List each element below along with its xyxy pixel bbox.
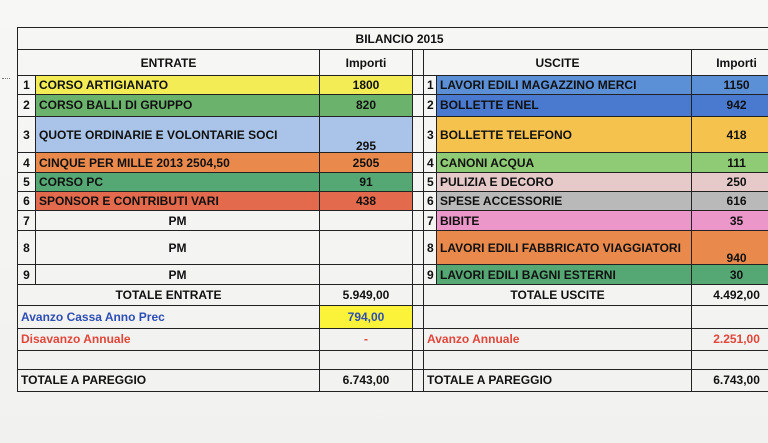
entrate-row-label: PM [36,211,320,230]
pareggio-entrate-value: 6.743,00 [320,369,413,391]
pareggio-uscite-value: 6.743,00 [692,369,768,391]
uscite-importi-header: Importi [692,50,768,75]
spacer-cell [413,369,424,391]
table-row [18,192,768,211]
uscite-row-label: SPESE ACCESSORIE [437,192,692,211]
avanzo-cassa-label: Avanzo Cassa Anno Prec [18,306,320,328]
table-row [18,153,768,172]
avanzo-annuale-row [18,328,768,350]
entrate-row-label: PM [36,265,320,284]
table-row [18,172,768,191]
table-row [18,211,768,230]
uscite-row-label: BOLLETTE ENEL [437,95,692,116]
entrate-row-value: 820 [320,95,413,116]
entrate-row-number: 4 [18,153,36,172]
entrate-row-value: 295 [320,116,413,153]
pareggio-uscite-label: TOTALE A PAREGGIO [424,369,692,391]
entrate-row-number: 2 [18,95,36,116]
uscite-row-label: LAVORI EDILI FABBRICATO VIAGGIATORI [437,230,692,265]
entrate-importi-header: Importi [320,50,413,75]
empty-cell [692,351,768,369]
uscite-row-number: 3 [424,116,437,153]
uscite-row-label: CANONI ACQUA [437,153,692,172]
spacer-cell [413,172,424,191]
entrate-row-label: CORSO PC [36,172,320,191]
empty-cell [424,306,692,328]
spacer-cell [413,211,424,230]
table-row [18,95,768,116]
entrate-row-label: CINQUE PER MILLE 2013 2504,50 [36,153,320,172]
uscite-row-number: 4 [424,153,437,172]
spacer-cell [413,306,424,328]
empty-cell [692,306,768,328]
title-row [18,28,768,50]
spacer-cell [413,265,424,284]
avanzo-cassa-row [18,306,768,328]
table-row [18,75,768,94]
avanzo-annuale-value: 2.251,00 [692,328,768,350]
uscite-row-number: 1 [424,75,437,94]
entrate-row-number: 1 [18,75,36,94]
entrate-row-number: 5 [18,172,36,191]
spacer-cell [413,284,424,305]
pareggio-entrate-label: TOTALE A PAREGGIO [18,369,320,391]
empty-cell [320,351,413,369]
entrate-row-value: 2505 [320,153,413,172]
entrate-row-value: 91 [320,172,413,191]
blank-row [18,351,768,369]
disavanzo-annuale-label: Disavanzo Annuale [18,328,320,350]
spacer-cell [413,75,424,94]
uscite-row-label: PULIZIA E DECORO [437,172,692,191]
table-row [18,265,768,284]
totale-uscite-value: 4.492,00 [692,284,768,305]
entrate-row-value: 438 [320,192,413,211]
entrate-row-number: 6 [18,192,36,211]
uscite-row-number: 2 [424,95,437,116]
uscite-row-value: 1150 [692,75,768,94]
entrate-row-value [320,265,413,284]
uscite-row-number: 8 [424,230,437,265]
spacer-cell [413,230,424,265]
totale-entrate-label: TOTALE ENTRATE [18,284,320,305]
entrate-row-label: CORSO ARTIGIANATO [36,75,320,94]
uscite-row-label: BOLLETTE TELEFONO [437,116,692,153]
spacer-cell [413,95,424,116]
bilancio-table [17,27,768,392]
entrate-heading: ENTRATE [18,50,320,75]
uscite-row-number: 9 [424,265,437,284]
uscite-row-value: 616 [692,192,768,211]
entry-rows [18,75,768,284]
uscite-row-value: 418 [692,116,768,153]
totals-row [18,284,768,305]
empty-cell [18,351,320,369]
uscite-row-number: 5 [424,172,437,191]
avanzo-cassa-value: 794,00 [320,306,413,328]
uscite-row-value: 35 [692,211,768,230]
uscite-row-label: LAVORI EDILI BAGNI ESTERNI [437,265,692,284]
entrate-row-value [320,230,413,265]
uscite-row-value: 940 [692,230,768,265]
uscite-row-number: 7 [424,211,437,230]
spacer-cell [413,192,424,211]
entrate-row-label: QUOTE ORDINARIE E VOLONTARIE SOCI [36,116,320,153]
table-title: BILANCIO 2015 [18,28,768,50]
entrate-row-number: 8 [18,230,36,265]
uscite-row-label: BIBITE [437,211,692,230]
uscite-row-value: 250 [692,172,768,191]
spacer-cell [413,50,424,75]
disavanzo-annuale-value: - [320,328,413,350]
uscite-row-value: 30 [692,265,768,284]
uscite-row-label: LAVORI EDILI MAGAZZINO MERCI [437,75,692,94]
uscite-row-value: 111 [692,153,768,172]
pareggio-row [18,369,768,391]
totale-uscite-label: TOTALE USCITE [424,284,692,305]
uscite-row-value: 942 [692,95,768,116]
avanzo-annuale-label: Avanzo Annuale [424,328,692,350]
header-row [18,50,768,75]
totale-entrate-value: 5.949,00 [320,284,413,305]
uscite-row-number: 6 [424,192,437,211]
spacer-cell [413,328,424,350]
spacer-cell [413,351,424,369]
entrate-row-label: CORSO BALLI DI GRUPPO [36,95,320,116]
table-row [18,230,768,265]
spacer-cell [413,116,424,153]
entrate-row-value [320,211,413,230]
scan-mark [2,78,10,80]
uscite-heading: USCITE [424,50,692,75]
spacer-cell [413,153,424,172]
entrate-row-label: PM [36,230,320,265]
entrate-row-value: 1800 [320,75,413,94]
entrate-row-number: 3 [18,116,36,153]
table-row [18,116,768,153]
entrate-row-number: 9 [18,265,36,284]
entrate-row-label: SPONSOR E CONTRIBUTI VARI [36,192,320,211]
empty-cell [424,351,692,369]
entrate-row-number: 7 [18,211,36,230]
